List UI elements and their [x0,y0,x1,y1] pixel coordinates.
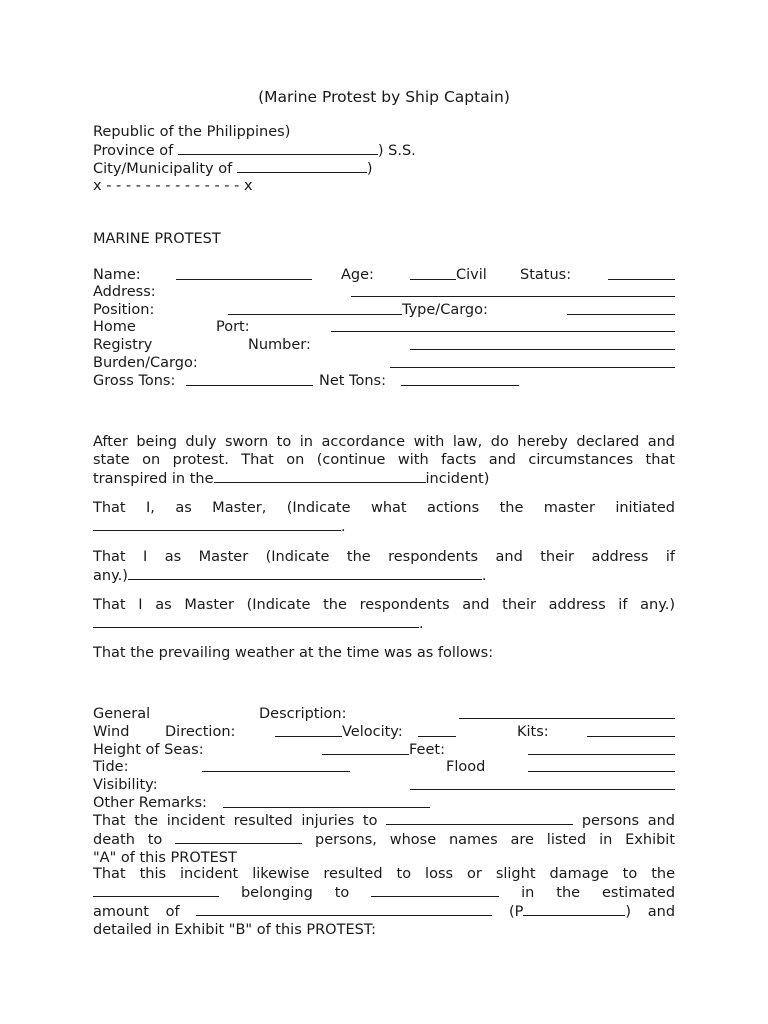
respondents-2 [93,596,675,633]
general-label: General [93,706,151,722]
section-heading: MARINE PROTEST [93,231,221,247]
master-actions-line-2 [93,517,675,536]
other-remarks-label: Other Remarks: [93,795,207,811]
civil-label: Civil [456,267,487,283]
damage-line-1: That this incident likewise resulted to loss or slight damage to the [93,866,675,882]
sworn-line-3 [93,469,675,488]
amount-figures-blank [523,902,625,916]
home-label: Home [93,319,136,335]
position-label: Position: [93,302,155,318]
respondents-1-end: . [481,568,487,584]
damaged-item-blank [93,883,219,897]
respondents-1 [93,548,675,585]
wind-direction-blank [275,723,342,737]
page-title: (Marine Protest by Ship Captain) [258,88,510,106]
kits-blank [587,723,675,737]
province-label: Province of [93,143,174,159]
description-label: Description: [259,706,347,722]
sworn-line-3-prefix: transpired in the [93,471,214,487]
status-blank [608,266,675,280]
flood-blank [528,758,675,772]
address-label: Address: [93,284,156,300]
master-actions-blank [93,517,341,531]
age-blank [410,266,456,280]
burden-cargo-blank [390,354,675,368]
respondents-1-line-2 [93,566,675,585]
amount-words-blank [196,902,492,916]
feet-blank [528,741,675,755]
burden-cargo-label: Burden/Cargo: [93,355,198,371]
respondents-1-line-1: That I as Master (Indicate the respondents and their address if [93,549,675,565]
age-label: Age: [341,267,374,283]
visibility-label: Visibility: [93,777,158,793]
damage-l3-d: and [647,904,676,920]
respondents-2-end: . [419,616,424,632]
injuries-line-2 [93,830,675,849]
sworn-line-1: After being duly sworn to in accordance with law, do hereby declared and [93,434,675,450]
injuries-l1-a: That the incident resulted injuries to [93,813,378,829]
registry-number-blank [410,336,675,350]
death-persons-blank [175,830,302,844]
city-label: City/Municipality of [93,161,233,177]
injuries-l2-b: persons, whose names are listed in Exhibit [315,832,676,848]
direction-label: Direction: [165,724,236,740]
name-label: Name: [93,267,141,283]
damage-l3-paren [509,904,631,920]
injuries-line-1 [93,811,675,830]
master-actions [93,499,675,536]
city-suffix: ) [366,161,373,177]
venue-province [93,141,416,160]
net-tons-label: Net Tons: [319,373,386,389]
flood-label: Flood [446,759,486,775]
venue-separator: x - - - - - - - - - - - - - - x [93,178,253,194]
damage-l2-c: in the estimated [521,885,676,901]
damage-l3-b: (P [508,904,524,920]
type-cargo-label: Type/Cargo: [402,302,488,318]
owner-blank [371,883,499,897]
sworn-line-2: state on protest. That on (continue with facts and circumstances that [93,452,675,468]
injuries-line-3: "A" of this PROTEST [93,850,237,866]
damage-l3-a: amount of [93,904,180,920]
injured-persons-blank [386,811,573,825]
status-label: Status: [520,267,572,283]
incident-blank [214,469,426,483]
master-actions-line-1: That I, as Master, (Indicate what actions the master initiated [93,500,675,516]
damage-line-4: detailed in Exhibit "B" of this PROTEST: [93,922,376,938]
home-port-blank [331,318,675,332]
sworn-statement [93,433,675,488]
injuries-l2-a: death to [93,832,163,848]
other-remarks-blank [223,794,430,808]
city-blank [237,159,367,173]
general-description-blank [459,705,675,719]
respondents-2-blank [93,614,419,628]
venue-city [93,159,373,178]
port-label: Port: [216,319,250,335]
respondents-1-blank [128,566,482,580]
net-tons-blank [401,372,519,386]
height-of-seas-blank [322,741,409,755]
registry-label: Registry [93,337,153,353]
respondents-2-line-1: That I as Master (Indicate the respondents and their address if any.) [93,597,675,613]
visibility-blank [410,776,675,790]
tide-label: Tide: [93,759,129,775]
master-actions-end: . [341,519,346,535]
gross-tons-label: Gross Tons: [93,373,176,389]
wind-label: Wind [93,724,130,740]
type-cargo-blank [567,301,675,315]
gross-tons-blank [186,372,313,386]
tide-blank [202,758,350,772]
damage-l3-c: ) [625,904,632,920]
province-suffix: ) S.S. [377,143,416,159]
position-blank [228,301,402,315]
venue-republic: Republic of the Philippines) [93,124,291,140]
damage-paragraph [93,865,675,939]
damage-line-2 [93,883,675,902]
height-of-seas-label: Height of Seas: [93,742,204,758]
respondents-1-prefix: any.) [93,568,128,584]
province-blank [178,141,378,155]
damage-line-3 [93,902,675,921]
velocity-label: Velocity: [342,724,403,740]
velocity-blank [418,723,456,737]
address-blank [351,283,675,297]
damage-l2-b: belonging to [240,885,350,901]
sworn-line-3-suffix: incident) [425,471,490,487]
kits-label: Kits: [517,724,549,740]
weather-intro: That the prevailing weather at the time was as follows: [93,645,494,661]
respondents-2-line-2 [93,614,675,633]
name-blank [176,266,312,280]
number-label: Number: [248,337,311,353]
injuries-l1-b: persons and [581,813,675,829]
feet-label: Feet: [409,742,445,758]
injuries-paragraph [93,811,675,867]
